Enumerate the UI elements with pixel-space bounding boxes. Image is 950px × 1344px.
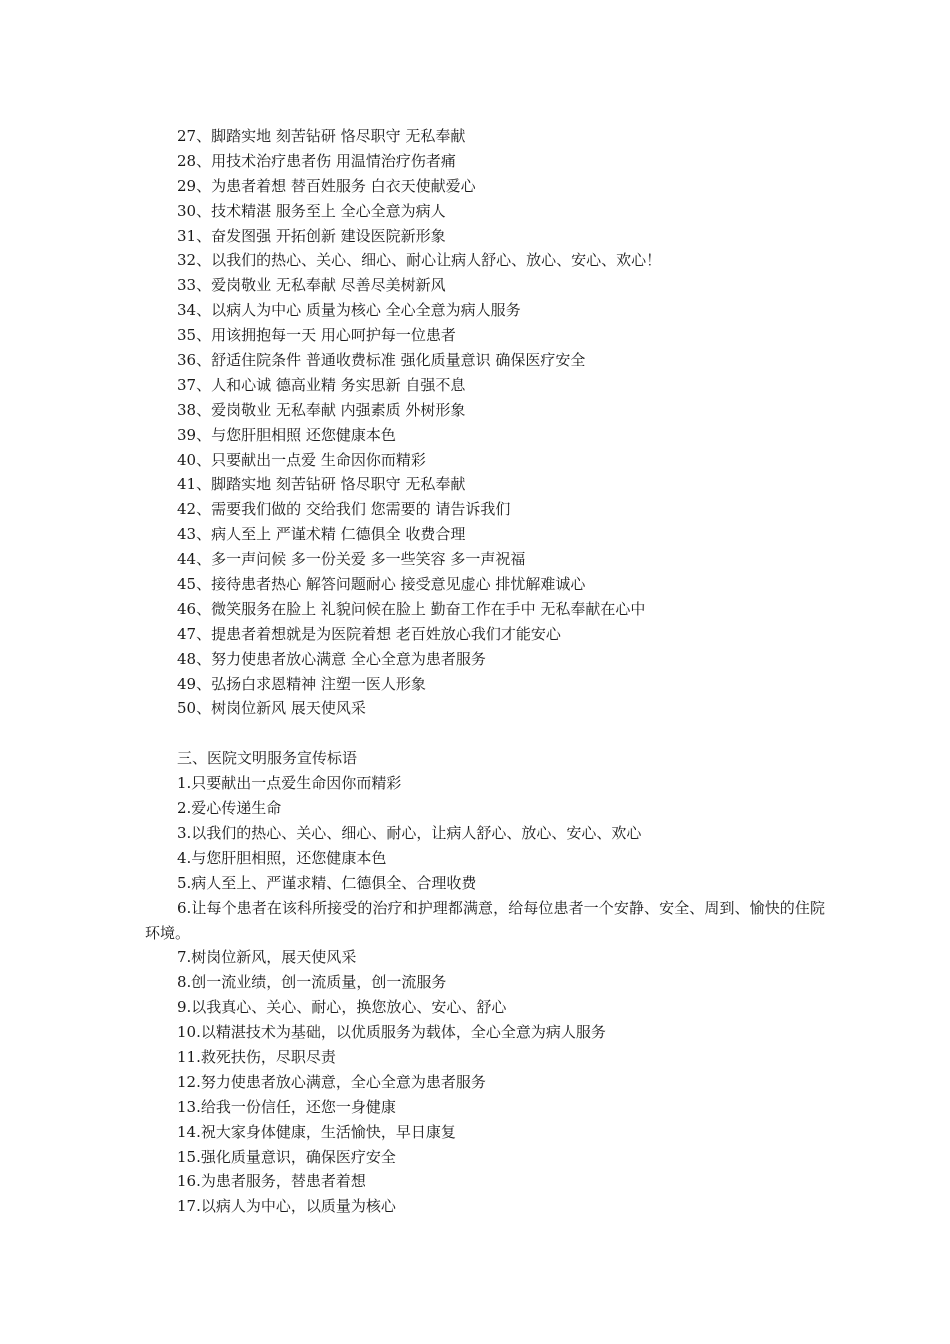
list-item: 43、病人至上 严谨术精 仁德俱全 收费合理	[177, 525, 466, 544]
list-item: 33、爱岗敬业 无私奉献 尽善尽美树新风	[177, 276, 446, 295]
list-item: 44、多一声问候 多一份关爱 多一些笑容 多一声祝福	[177, 550, 526, 569]
list-item: 28、用技术治疗患者伤 用温情治疗伤者痛	[177, 151, 456, 170]
list-item: 27、脚踏实地 刻苦钻研 恪尽职守 无私奉献	[177, 127, 466, 145]
list-item: 11.救死扶伤，尽职尽责	[177, 1048, 336, 1066]
list-item: 29、为患者着想 替百姓服务 白衣天使献爱心	[177, 176, 476, 195]
list-item: 1.只要献出一点爱生命因你而精彩	[177, 774, 402, 793]
list-item: 42、需要我们做的 交给我们 您需要的 请告诉我们	[177, 500, 511, 519]
list-item: 47、提患者着想就是为医院着想 老百姓放心我们才能安心	[177, 624, 561, 643]
list-item: 41、脚踏实地 刻苦钻研 恪尽职守 无私奉献	[177, 475, 466, 494]
list-item: 45、接待患者热心 解答问题耐心 接受意见虚心 排忧解难诚心	[177, 575, 586, 594]
list-item: 17.以病人为中心，以质量为核心	[177, 1197, 396, 1216]
list-item: 2.爱心传递生命	[177, 799, 282, 818]
list-item: 3.以我们的热心、关心、细心、耐心，让病人舒心、放心、安心、欢心	[177, 823, 642, 842]
list-item: 48、努力使患者放心满意 全心全意为患者服务	[177, 649, 486, 668]
list-item: 46、微笑服务在脸上 礼貌问候在脸上 勤奋工作在手中 无私奉献在心中	[177, 599, 646, 618]
list-item: 5.病人至上、严谨求精、仁德俱全、合理收费	[177, 873, 477, 892]
list-item: 16.为患者服务，替患者着想	[177, 1172, 366, 1191]
civilized-service-slogan-list	[145, 771, 825, 1219]
list-item: 40、只要献出一点爱 生命因你而精彩	[177, 450, 426, 469]
list-item: 14.祝大家身体健康，生活愉快，早日康复	[177, 1122, 456, 1141]
list-item: 30、技术精湛 服务至上 全心全意为病人	[177, 201, 446, 220]
list-item: 15.强化质量意识，确保医疗安全	[177, 1147, 396, 1166]
list-item: 8.创一流业绩，创一流质量，创一流服务	[177, 973, 447, 992]
list-item: 13.给我一份信任，还您一身健康	[177, 1097, 396, 1116]
list-item: 4.与您肝胆相照，还您健康本色	[177, 848, 387, 867]
list-item: 6.让每个患者在该科所接受的治疗和护理都满意，给每位患者一个安静、安全、周到、愉快的住院环境。	[145, 898, 825, 942]
list-item: 37、人和心诚 德高业精 务实思新 自强不息	[177, 375, 466, 394]
list-item: 7.树岗位新风，展天使风采	[177, 948, 357, 967]
list-item: 39、与您肝胆相照 还您健康本色	[177, 425, 396, 444]
blank-line	[145, 721, 825, 746]
document-body	[145, 124, 825, 1219]
list-item: 32、以我们的热心、关心、细心、耐心让病人舒心、放心、安心、欢心！	[177, 251, 662, 270]
list-item: 35、用该拥抱每一天 用心呵护每一位患者	[177, 326, 456, 345]
list-item: 34、以病人为中心 质量为核心 全心全意为病人服务	[177, 301, 521, 320]
list-item: 50、树岗位新风 展天使风采	[177, 699, 366, 718]
list-item: 9.以我真心、关心、耐心，换您放心、安心、舒心	[177, 998, 507, 1017]
list-item: 38、爱岗敬业 无私奉献 内强素质 外树形象	[177, 400, 466, 419]
list-item: 49、弘扬白求恩精神 注塑一医人形象	[177, 674, 426, 693]
section-heading: 三、医院文明服务宣传标语	[177, 749, 358, 768]
list-item: 10.以精湛技术为基础，以优质服务为载体，全心全意为病人服务	[177, 1023, 606, 1042]
list-item: 12.努力使患者放心满意，全心全意为患者服务	[177, 1072, 486, 1091]
list-item: 36、舒适住院条件 普通收费标准 强化质量意识 确保医疗安全	[177, 351, 586, 370]
list-item: 31、奋发图强 开拓创新 建设医院新形象	[177, 226, 446, 245]
slogan-list-continued	[145, 124, 825, 721]
